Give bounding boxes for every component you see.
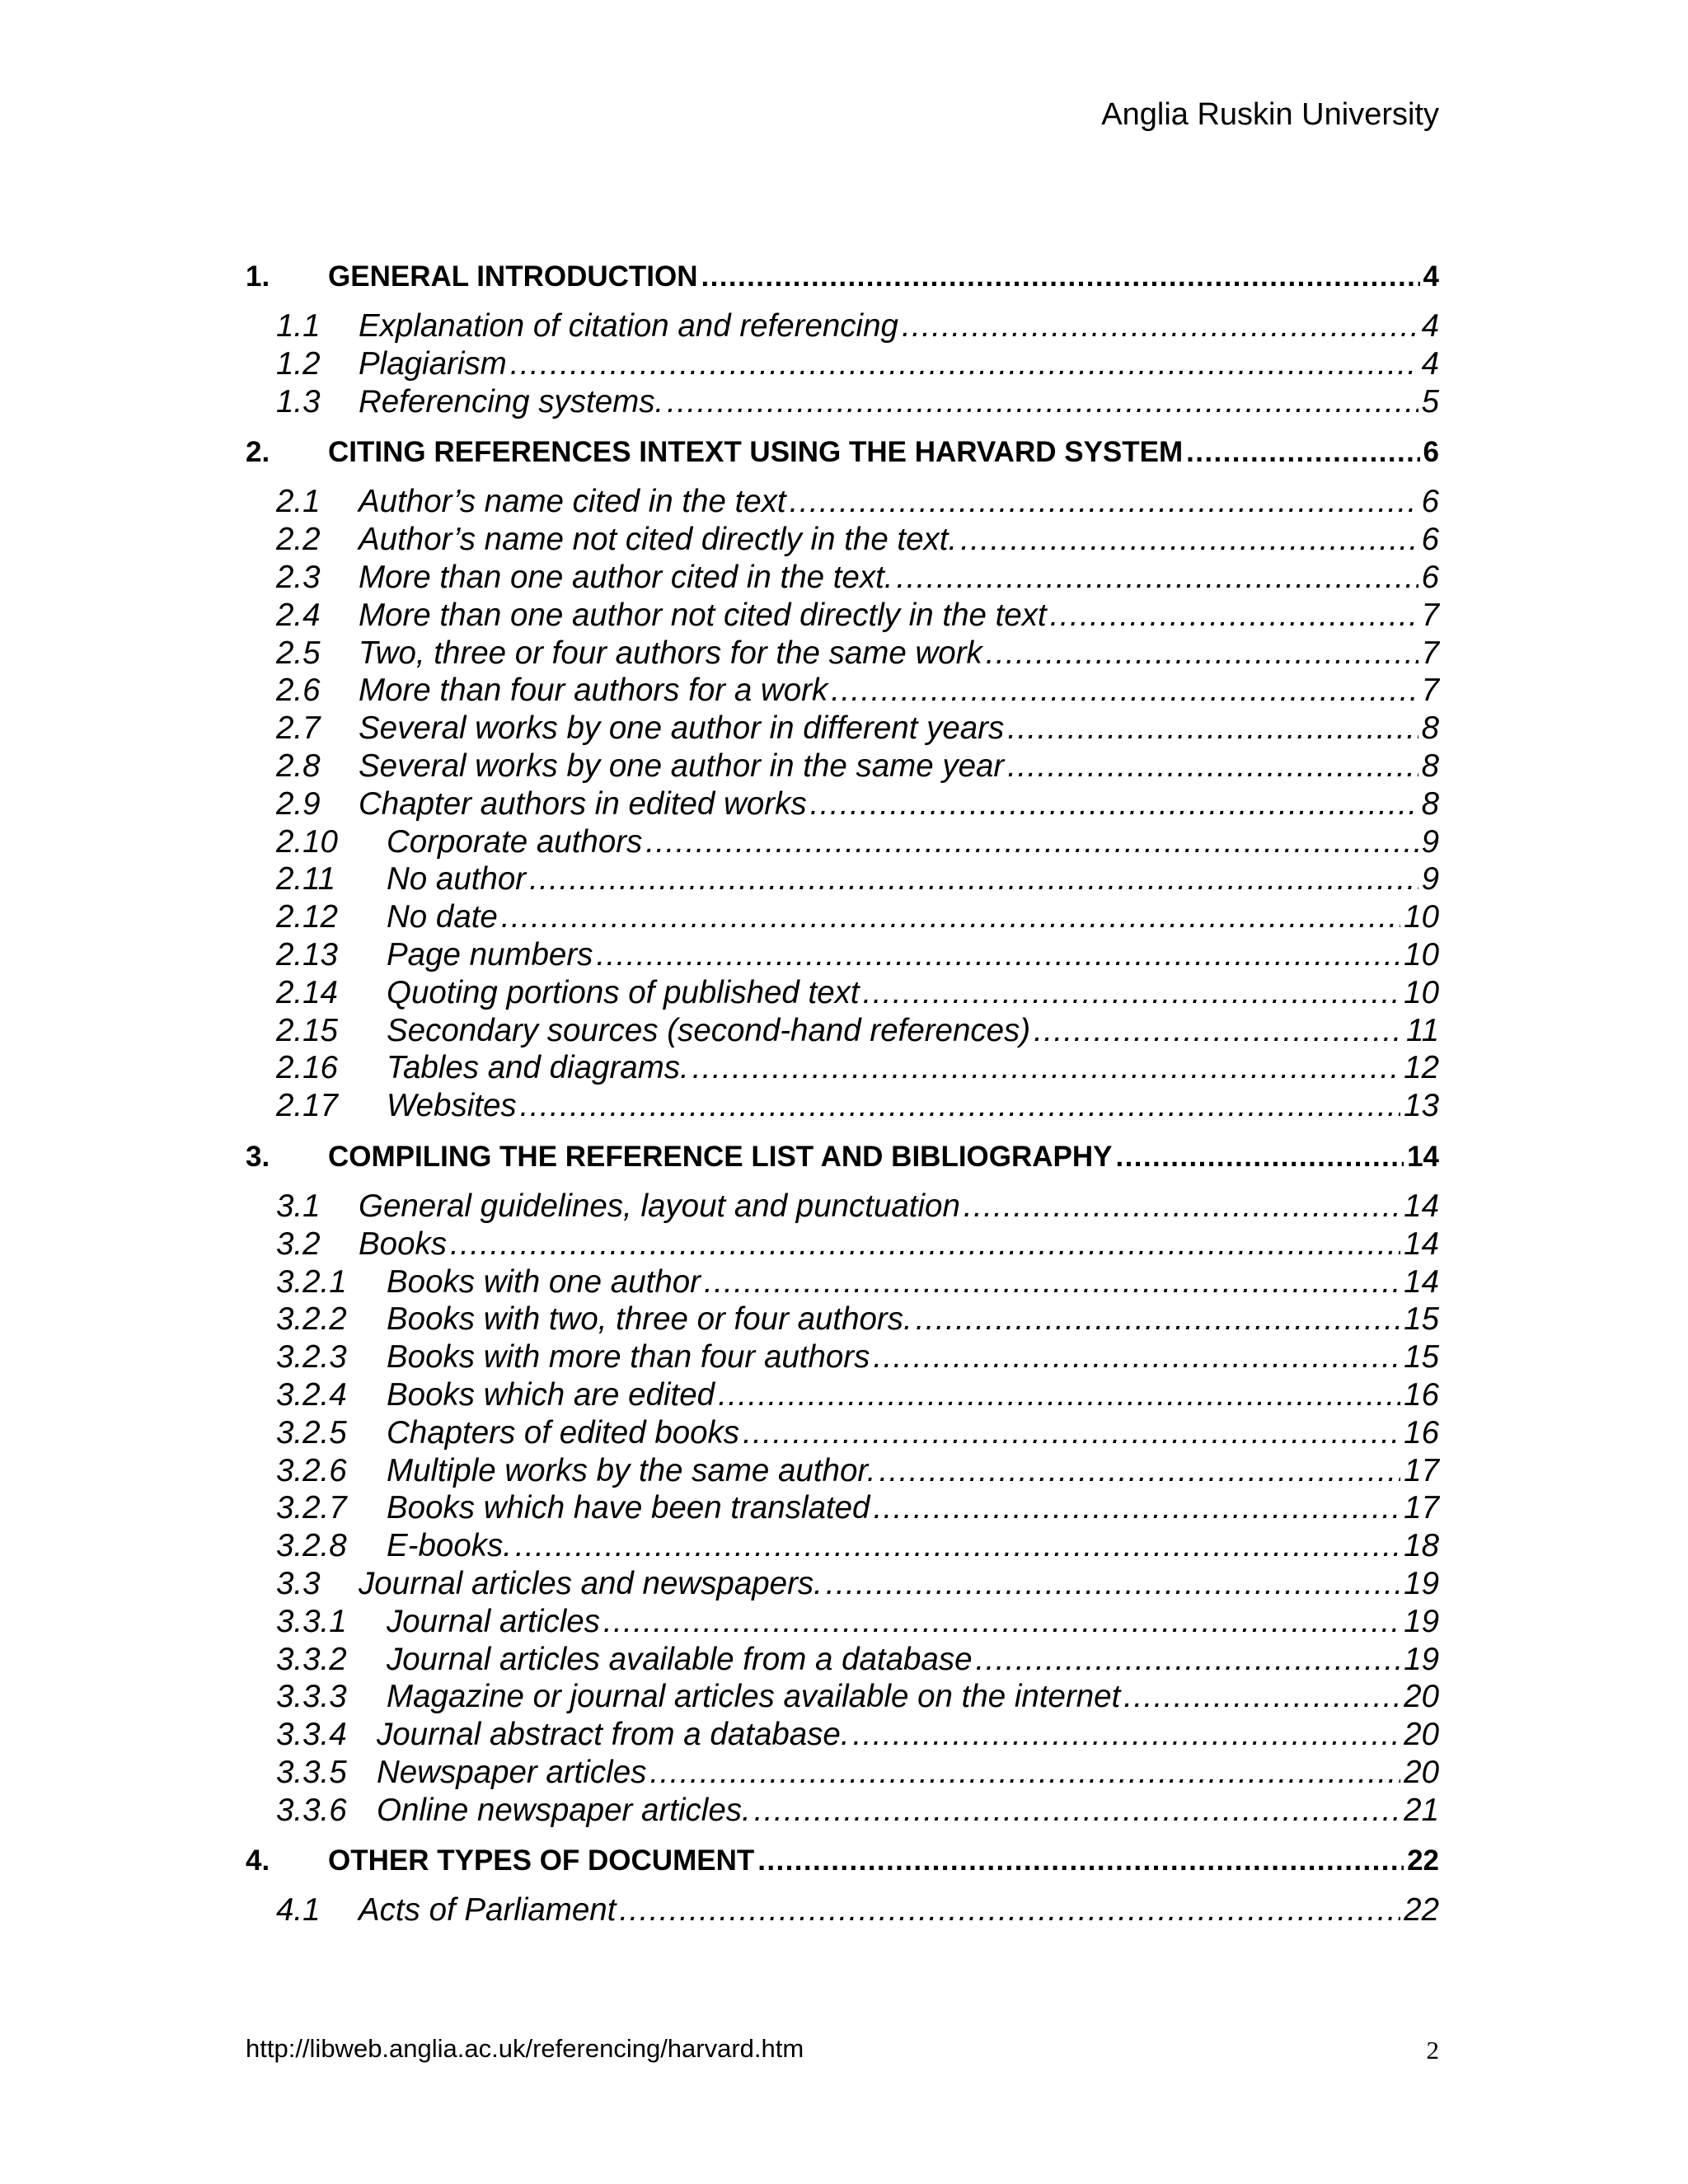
toc-section xyxy=(246,1841,1439,1929)
toc-entry-subsection[interactable] xyxy=(246,1716,1439,1754)
toc-dot-leader xyxy=(853,1716,1401,1754)
toc-entry-page: 7 xyxy=(1421,597,1439,633)
table-of-contents xyxy=(246,257,1439,1936)
toc-entry-page: 5 xyxy=(1421,383,1439,419)
toc-entry-title: No date xyxy=(387,899,498,935)
toc-entry-subsection[interactable] xyxy=(246,936,1439,974)
toc-entry-page: 19 xyxy=(1404,1641,1439,1677)
toc-entry-subsection[interactable] xyxy=(246,1301,1439,1338)
toc-entry-title: Acts of Parliament xyxy=(359,1892,617,1929)
toc-entry-subsection[interactable] xyxy=(246,1754,1439,1792)
toc-dot-leader xyxy=(873,1489,1400,1527)
toc-entry-page: 6 xyxy=(1423,436,1439,469)
toc-dot-leader xyxy=(826,1565,1400,1603)
toc-entry-page: 6 xyxy=(1421,559,1439,595)
toc-dot-leader xyxy=(510,345,1418,383)
toc-dot-leader xyxy=(1034,1012,1403,1050)
toc-entry-number: 3.3.1 xyxy=(276,1603,347,1639)
toc-dot-leader xyxy=(960,521,1418,559)
toc-entry-page: 6 xyxy=(1421,522,1439,558)
toc-entry-subsection[interactable] xyxy=(246,1049,1439,1087)
toc-entry-page: 16 xyxy=(1404,1414,1439,1451)
toc-entry-title: Chapters of edited books xyxy=(387,1414,740,1451)
toc-dot-leader xyxy=(916,1301,1400,1338)
toc-entry-number: 2.3 xyxy=(276,559,321,595)
toc-entry-page: 6 xyxy=(1421,484,1439,520)
toc-entry-section[interactable] xyxy=(246,257,1439,297)
toc-dot-leader xyxy=(603,1603,1400,1641)
toc-entry-number: 3.3.4 xyxy=(276,1717,347,1753)
toc-entry-page: 7 xyxy=(1421,673,1439,709)
toc-entry-subsection[interactable] xyxy=(246,672,1439,710)
toc-section xyxy=(246,433,1439,1125)
toc-entry-number: 1.1 xyxy=(276,308,321,344)
toc-entry-page: 14 xyxy=(1407,1140,1439,1173)
toc-entry-title: Corporate authors xyxy=(387,823,643,860)
toc-dot-leader xyxy=(986,635,1418,673)
toc-entry-page: 9 xyxy=(1421,861,1439,898)
toc-entry-page: 4 xyxy=(1423,260,1439,293)
toc-entry-subsection[interactable] xyxy=(246,785,1439,823)
toc-entry-section[interactable] xyxy=(246,433,1439,472)
toc-entry-title: Quoting portions of published text xyxy=(387,974,860,1010)
toc-entry-number: 2.9 xyxy=(276,785,321,822)
toc-entry-number: 3.3.3 xyxy=(276,1679,347,1715)
toc-entry-number: 3.2.1 xyxy=(276,1263,347,1300)
toc-entry-title: COMPILING THE REFERENCE LIST AND BIBLIOGRAPHY xyxy=(328,1140,1113,1173)
toc-dot-leader xyxy=(757,1841,1404,1881)
toc-entry-number: 3.3 xyxy=(276,1565,321,1601)
toc-dot-leader xyxy=(450,1226,1400,1263)
toc-entry-page: 19 xyxy=(1404,1565,1439,1601)
toc-entry-title: Several works by one author in different years xyxy=(359,710,1005,747)
toc-entry-number: 3.2 xyxy=(276,1226,321,1262)
toc-entry-subsection[interactable] xyxy=(246,898,1439,936)
toc-entry-number: 3.3.2 xyxy=(276,1641,347,1677)
toc-entry-subsection[interactable] xyxy=(246,1087,1439,1125)
toc-dot-leader xyxy=(1007,748,1418,785)
toc-entry-title: Online newspaper articles. xyxy=(377,1792,751,1828)
toc-dot-leader xyxy=(790,483,1418,521)
toc-entry-section[interactable] xyxy=(246,1841,1439,1881)
toc-entry-title: Plagiarism xyxy=(359,345,507,382)
toc-entry-number: 3.1 xyxy=(276,1188,321,1224)
toc-entry-subsection[interactable] xyxy=(246,1012,1439,1050)
toc-entry-title: General guidelines, layout and punctuation xyxy=(359,1188,960,1224)
toc-dot-leader xyxy=(863,974,1401,1012)
toc-dot-leader xyxy=(619,1891,1400,1929)
toc-dot-leader xyxy=(1050,597,1418,635)
toc-entry-page: 7 xyxy=(1421,635,1439,671)
toc-dot-leader xyxy=(964,1188,1400,1226)
toc-entry-page: 17 xyxy=(1404,1490,1439,1526)
toc-entry-subsection[interactable] xyxy=(246,1527,1439,1565)
toc-entry-number: 2.16 xyxy=(276,1050,338,1086)
toc-dot-leader xyxy=(718,1376,1400,1414)
toc-entry-number: 3.2.2 xyxy=(276,1301,347,1338)
toc-entry-subsection[interactable] xyxy=(246,1603,1439,1641)
toc-entry-number: 2.15 xyxy=(276,1012,338,1048)
toc-dot-leader xyxy=(1123,1678,1400,1716)
toc-entry-page: 10 xyxy=(1404,936,1439,972)
toc-entry-subsection[interactable] xyxy=(246,1376,1439,1414)
toc-entry-page: 9 xyxy=(1421,823,1439,860)
toc-entry-subsection[interactable] xyxy=(246,1188,1439,1226)
toc-entry-subsection[interactable] xyxy=(246,1565,1439,1603)
toc-entry-subsection[interactable] xyxy=(246,383,1439,421)
toc-entry-title: CITING REFERENCES INTEXT USING THE HARVARD SYSTEM xyxy=(328,436,1184,469)
toc-entry-page: 20 xyxy=(1404,1717,1439,1753)
toc-entry-number: 4. xyxy=(246,1844,270,1877)
toc-dot-leader xyxy=(529,860,1418,898)
toc-entry-title: Chapter authors in edited works xyxy=(359,785,807,822)
toc-dot-leader xyxy=(649,1754,1400,1792)
toc-entry-subsection[interactable] xyxy=(246,748,1439,785)
toc-entry-subsection[interactable] xyxy=(246,345,1439,383)
toc-entry-title: OTHER TYPES OF DOCUMENT xyxy=(328,1844,755,1877)
toc-entry-number: 2.14 xyxy=(276,974,338,1010)
toc-entry-title: Books which have been translated xyxy=(387,1490,870,1526)
toc-entry-subsection[interactable] xyxy=(246,559,1439,597)
toc-entry-title: Explanation of citation and referencing xyxy=(359,308,898,344)
toc-entry-page: 4 xyxy=(1421,308,1439,344)
toc-entry-page: 21 xyxy=(1404,1792,1439,1828)
toc-section xyxy=(246,1137,1439,1830)
toc-entry-number: 2.8 xyxy=(276,748,321,784)
toc-dot-leader xyxy=(902,307,1418,345)
toc-entry-title: Author’s name cited in the text xyxy=(359,484,786,520)
toc-entry-number: 3.2.7 xyxy=(276,1490,347,1526)
toc-entry-page: 15 xyxy=(1404,1339,1439,1376)
toc-dot-leader xyxy=(896,559,1418,597)
toc-dot-leader xyxy=(754,1792,1400,1830)
toc-dot-leader xyxy=(873,1338,1400,1376)
toc-dot-leader xyxy=(879,1452,1400,1490)
toc-entry-number: 2. xyxy=(246,436,270,469)
toc-entry-title: Two, three or four authors for the same work xyxy=(359,635,982,671)
toc-entry-number: 2.6 xyxy=(276,673,321,709)
toc-entry-number: 3.3.6 xyxy=(276,1792,347,1828)
toc-entry-page: 8 xyxy=(1421,785,1439,822)
toc-entry-number: 4.1 xyxy=(276,1892,321,1929)
toc-entry-title: Books which are edited xyxy=(387,1376,715,1413)
toc-entry-page: 14 xyxy=(1404,1263,1439,1300)
toc-entry-subsection[interactable] xyxy=(246,1414,1439,1452)
toc-dot-leader xyxy=(515,1527,1400,1565)
toc-entry-number: 2.10 xyxy=(276,823,338,860)
toc-entry-page: 4 xyxy=(1421,345,1439,382)
toc-entry-page: 17 xyxy=(1404,1452,1439,1488)
toc-entry-subsection[interactable] xyxy=(246,1226,1439,1263)
toc-dot-leader xyxy=(520,1087,1401,1125)
toc-dot-leader xyxy=(743,1414,1400,1452)
toc-entry-subsection[interactable] xyxy=(246,1338,1439,1376)
footer-page-number: 2 xyxy=(1426,2036,1439,2064)
toc-dot-leader xyxy=(810,785,1418,823)
toc-entry-number: 1. xyxy=(246,260,270,293)
toc-entry-title: Referencing systems. xyxy=(359,383,664,419)
toc-entry-subsection[interactable] xyxy=(246,860,1439,898)
toc-entry-subsection[interactable] xyxy=(246,483,1439,521)
toc-entry-subsection[interactable] xyxy=(246,1891,1439,1929)
toc-entry-title: Books xyxy=(359,1226,448,1262)
toc-entry-number: 1.2 xyxy=(276,345,321,382)
toc-entry-title: Journal articles and newspapers. xyxy=(359,1565,823,1601)
toc-entry-page: 20 xyxy=(1404,1679,1439,1715)
toc-entry-subsection[interactable] xyxy=(246,1641,1439,1679)
toc-entry-title: Journal articles xyxy=(387,1603,600,1639)
toc-section xyxy=(246,257,1439,420)
toc-entry-page: 16 xyxy=(1404,1376,1439,1413)
toc-entry-number: 2.5 xyxy=(276,635,321,671)
toc-entry-subsection[interactable] xyxy=(246,521,1439,559)
toc-entry-title: Tables and diagrams. xyxy=(387,1050,689,1086)
toc-entry-title: Several works by one author in the same year xyxy=(359,748,1005,784)
toc-entry-number: 3.2.8 xyxy=(276,1528,347,1564)
toc-entry-title: Journal abstract from a database. xyxy=(377,1717,850,1753)
toc-entry-title: Page numbers xyxy=(387,936,593,972)
toc-entry-title: No author xyxy=(387,861,527,898)
toc-entry-title: More than four authors for a work xyxy=(359,673,828,709)
toc-entry-subsection[interactable] xyxy=(246,597,1439,635)
toc-entry-title: GENERAL INTRODUCTION xyxy=(328,260,698,293)
toc-entry-number: 3.3.5 xyxy=(276,1754,347,1790)
toc-entry-title: E-books. xyxy=(387,1528,512,1564)
toc-entry-page: 22 xyxy=(1404,1892,1439,1929)
toc-entry-subsection[interactable] xyxy=(246,974,1439,1012)
toc-entry-page: 10 xyxy=(1404,899,1439,935)
toc-entry-page: 14 xyxy=(1404,1226,1439,1262)
toc-entry-subsection[interactable] xyxy=(246,1792,1439,1830)
page-header-institution: Anglia Ruskin University xyxy=(1101,97,1439,132)
toc-entry-subsection[interactable] xyxy=(246,307,1439,345)
toc-dot-leader xyxy=(501,898,1400,936)
toc-entry-number: 2.4 xyxy=(276,597,321,633)
toc-entry-subsection[interactable] xyxy=(246,1678,1439,1716)
toc-entry-number: 3.2.4 xyxy=(276,1376,347,1413)
toc-entry-number: 3.2.6 xyxy=(276,1452,347,1488)
toc-entry-title: Magazine or journal articles available on the internet xyxy=(387,1679,1121,1715)
toc-dot-leader xyxy=(976,1641,1401,1679)
toc-dot-leader xyxy=(831,672,1418,710)
toc-entry-subsection[interactable] xyxy=(246,1489,1439,1527)
toc-entry-title: Websites xyxy=(387,1088,517,1124)
toc-entry-title: More than one author not cited directly in the text xyxy=(359,597,1047,633)
toc-entry-number: 3.2.3 xyxy=(276,1339,347,1376)
toc-entry-page: 22 xyxy=(1407,1844,1439,1877)
toc-entry-page: 8 xyxy=(1421,710,1439,747)
toc-entry-page: 10 xyxy=(1404,974,1439,1010)
toc-entry-page: 14 xyxy=(1404,1188,1439,1224)
toc-entry-page: 12 xyxy=(1404,1050,1439,1086)
toc-entry-number: 2.17 xyxy=(276,1088,338,1124)
toc-entry-number: 1.3 xyxy=(276,383,321,419)
toc-entry-number: 3.2.5 xyxy=(276,1414,347,1451)
toc-entry-number: 2.7 xyxy=(276,710,321,747)
toc-entry-subsection[interactable] xyxy=(246,710,1439,748)
toc-dot-leader xyxy=(596,936,1400,974)
toc-entry-title: Secondary sources (second-hand references) xyxy=(387,1012,1031,1048)
footer-url-link[interactable]: http://libweb.anglia.ac.uk/referencing/harvard.htm xyxy=(246,2034,804,2063)
toc-entry-title: More than one author cited in the text. xyxy=(359,559,893,595)
toc-entry-page: 19 xyxy=(1404,1603,1439,1639)
toc-entry-title: Author’s name not cited directly in the text. xyxy=(359,522,958,558)
toc-dot-leader xyxy=(692,1049,1400,1087)
toc-entry-page: 20 xyxy=(1404,1754,1439,1790)
toc-entry-number: 2.13 xyxy=(276,936,338,972)
toc-entry-page: 8 xyxy=(1421,748,1439,784)
toc-entry-page: 11 xyxy=(1406,1012,1439,1048)
toc-entry-title: Books with two, three or four authors. xyxy=(387,1301,912,1338)
toc-entry-page: 13 xyxy=(1404,1088,1439,1124)
toc-entry-number: 2.11 xyxy=(276,861,336,898)
toc-dot-leader xyxy=(1186,433,1419,472)
toc-entry-title: Multiple works by the same author. xyxy=(387,1452,876,1488)
toc-dot-leader xyxy=(704,1263,1400,1301)
toc-entry-title: Books with more than four authors xyxy=(387,1339,870,1376)
toc-entry-number: 3. xyxy=(246,1140,270,1173)
toc-entry-number: 2.1 xyxy=(276,484,321,520)
toc-entry-section[interactable] xyxy=(246,1137,1439,1177)
toc-entry-subsection[interactable] xyxy=(246,823,1439,861)
toc-entry-title: Newspaper articles xyxy=(377,1754,647,1790)
toc-entry-title: Books with one author xyxy=(387,1263,701,1300)
toc-dot-leader xyxy=(667,383,1418,421)
toc-entry-title: Journal articles available from a database xyxy=(387,1641,973,1677)
toc-dot-leader xyxy=(1116,1137,1404,1177)
toc-dot-leader xyxy=(645,823,1418,861)
toc-entry-number: 2.2 xyxy=(276,522,321,558)
toc-entry-subsection[interactable] xyxy=(246,635,1439,673)
toc-entry-page: 18 xyxy=(1404,1528,1439,1564)
toc-entry-page: 15 xyxy=(1404,1301,1439,1338)
toc-entry-subsection[interactable] xyxy=(246,1263,1439,1301)
toc-entry-number: 2.12 xyxy=(276,899,338,935)
toc-dot-leader xyxy=(1007,710,1418,748)
toc-entry-subsection[interactable] xyxy=(246,1452,1439,1490)
toc-dot-leader xyxy=(701,257,1420,297)
